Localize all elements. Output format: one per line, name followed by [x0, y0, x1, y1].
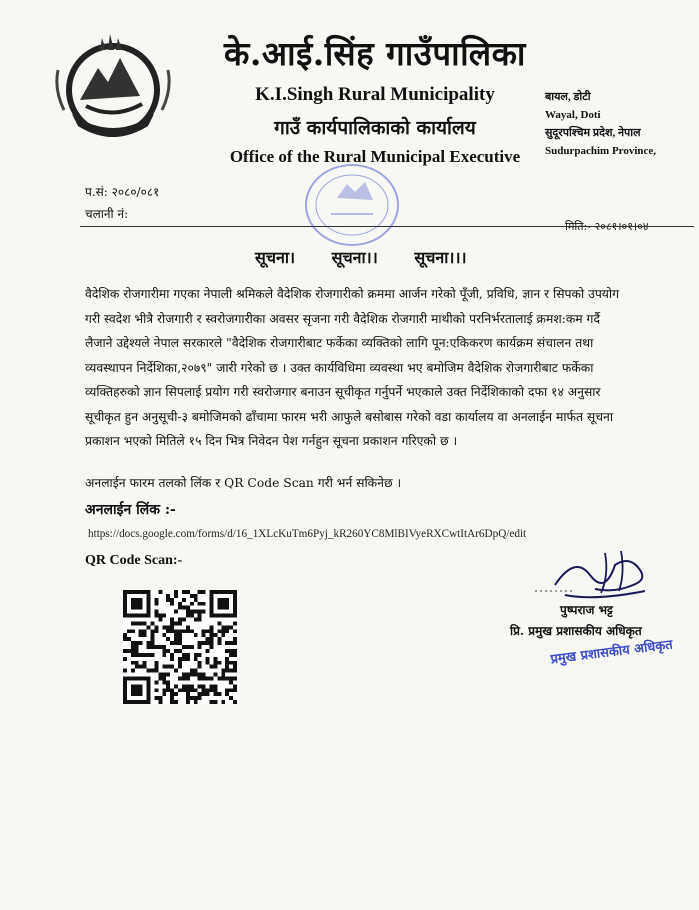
notice-heading-word: सूचना।।।	[414, 248, 467, 267]
address-line: Sudurpachim Province,	[545, 145, 657, 157]
qr-code-label: QR Code Scan:-	[85, 553, 183, 568]
body-line: गरी स्वदेश भीत्रै रोजगारी र स्वरोजगारीका अवसर सृजना गरी वैदेशिक रोजगारी माथीको परनिर्भरतालाई क्रमश:कम गर्दै	[85, 311, 600, 326]
online-form-note: अनलाईन फारम तलको लिंक र QR Code Scan गरी भर्न सकिनेछ ।	[85, 476, 402, 490]
government-emblem-icon	[50, 30, 176, 142]
office-title-english: Office of the Rural Municipal Executive	[229, 147, 521, 166]
body-line: व्यक्तिहरुको ज्ञान सिपलाई प्रयोग गरी स्वरोजगार बनाउन सूचीकृत गर्नुपर्ने भएकाले उक्त निर्देशिकाको दफा १४ अनुसार	[85, 385, 601, 399]
body-line: वैदेशिक रोजगारीमा गएका नेपाली श्रमिकले वैदेशिक रोजगारीको क्रममा आर्जन गरेको पूँजी, प्रविधि, ज्ञान र सिपको उपयोग	[85, 287, 620, 301]
body-line: लैजाने उद्देश्यले नेपाल सरकारले "वैदेशिक रोजगारीबाट फर्केका व्यक्तिको लागि पून:एकिकरण कार्यक्रम संचालन तथा	[85, 336, 594, 350]
signature-icon	[535, 545, 665, 607]
address-line: बायल, डोटी	[545, 91, 591, 103]
address-line: Wayal, Doti	[545, 109, 601, 121]
header-divider	[80, 226, 694, 227]
notice-date: मिति:- २०८१।०१।०४	[565, 220, 649, 233]
online-link-label: अनलाईन लिंक :-	[85, 502, 176, 518]
notice-heading	[255, 246, 515, 268]
notice-heading-word: सूचना।	[255, 248, 296, 267]
qr-code-icon[interactable]	[123, 590, 237, 704]
notice-body	[85, 282, 675, 454]
office-title-nepali: गाउँ कार्यपालिकाको कार्यालय	[274, 117, 476, 139]
address-line: सुदूरपश्चिम प्रदेश, नेपाल	[545, 127, 641, 139]
official-seal-text: प्रमुख प्रशासकीय अधिकृत	[549, 637, 674, 668]
signatory-name: पुष्पराज भट्ट	[560, 603, 613, 617]
online-form-link[interactable]: https://docs.google.com/forms/d/16_1XLcKuTm6Pyj_kR260YC8MlBIVyeRXCwtItAr6DpQ/edit	[88, 528, 527, 540]
body-line: प्रकाशन भएको मितिले १५ दिन भित्र निवेदन पेश गर्नहुन सूचना प्रकाशन गरिएको छ ।	[85, 434, 458, 448]
address-block	[545, 88, 695, 160]
municipality-title-english: K.I.Singh Rural Municipality	[255, 84, 495, 105]
municipality-title-nepali: के.आई.सिंह गाउँपालिका	[224, 34, 526, 73]
signatory-title: प्रि. प्रमुख प्रशासकीय अधिकृत	[510, 624, 642, 638]
office-stamp-icon	[303, 162, 401, 248]
dispatch-number: चलानी नं:	[85, 207, 129, 221]
reference-number: प.सं: २०८०/०८१	[85, 185, 160, 199]
body-line: व्यवस्थापन निर्देशिका,२०७९" जारी गरेको छ । उक्त कार्यविधिमा व्यवस्था भए बमोजिम वैदेशिक रोजगारीबाट फर्केका	[85, 360, 594, 375]
notice-heading-word: सूचना।।	[331, 248, 378, 267]
body-line: सूचीकृत हुन अनुसूची-३ बमोजिमको ढाँचामा फारम भरी आफुले बसोबास गरेको वडा कार्यालय वा अनलाईन मार्फत सूचना	[85, 409, 614, 424]
